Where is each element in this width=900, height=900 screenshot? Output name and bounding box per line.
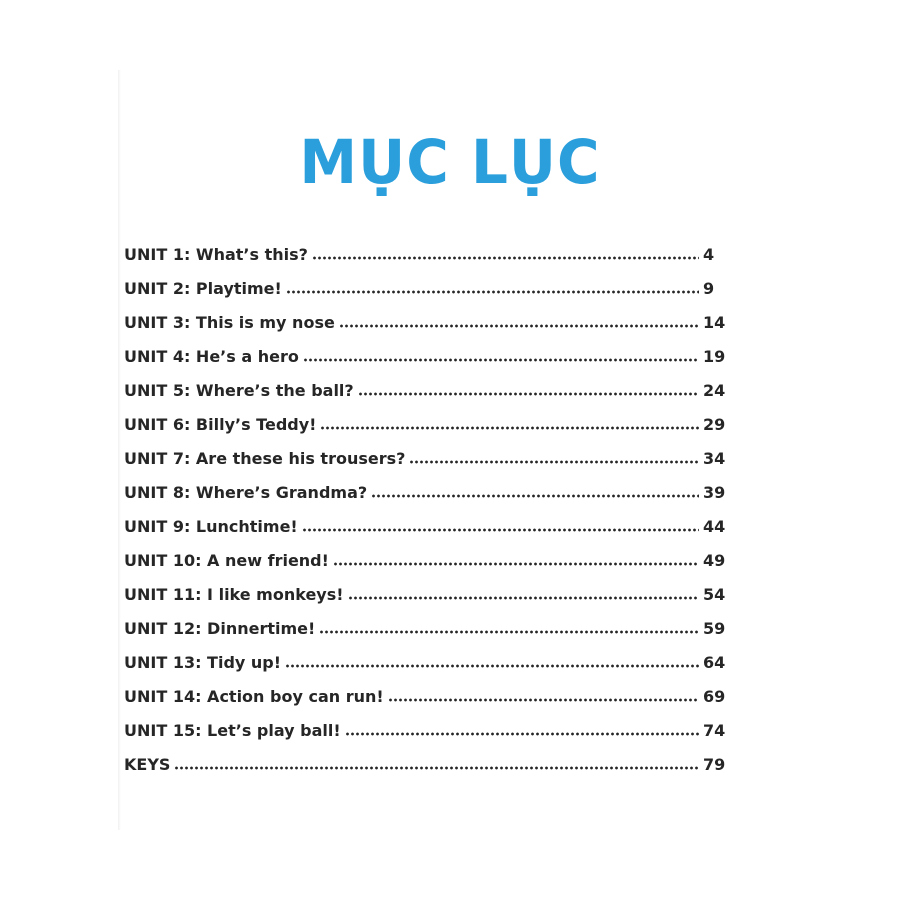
toc-entry-label: UNIT 12: Dinnertime!: [124, 619, 316, 638]
toc-entry: [124, 400, 729, 434]
toc-dot-leader: [286, 290, 699, 294]
toc-dot-leader: [348, 596, 699, 600]
toc-entry-page-number: 29: [703, 415, 726, 434]
toc-dot-leader: [174, 766, 699, 770]
toc-entry-page-number: 69: [703, 687, 726, 706]
toc-entry-label: UNIT 13: Tidy up!: [124, 653, 282, 672]
toc-entry: [124, 332, 729, 366]
toc-dot-leader: [358, 392, 699, 396]
toc-entry-label: UNIT 14: Action boy can run!: [124, 687, 384, 706]
toc-entry-label: UNIT 3: This is my nose: [124, 313, 335, 332]
toc-entry: [124, 502, 729, 536]
toc-entry-label: UNIT 11: I like monkeys!: [124, 585, 344, 604]
toc-entry: [124, 366, 729, 400]
toc-entry-page-number: 24: [703, 381, 726, 400]
toc-entry-label: UNIT 15: Let’s play ball!: [124, 721, 341, 740]
toc-entry-page-number: 39: [703, 483, 726, 502]
toc-entry-page-number: 34: [703, 449, 726, 468]
toc-dot-leader: [339, 324, 699, 328]
toc-entry-label: UNIT 5: Where’s the ball?: [124, 381, 354, 400]
toc-entry: [124, 570, 729, 604]
toc-dot-leader: [285, 664, 699, 668]
toc-dot-leader: [303, 358, 699, 362]
toc-entry-page-number: 19: [703, 347, 726, 366]
toc-entry-page-number: 49: [703, 551, 726, 570]
toc-entry-page-number: 79: [703, 755, 726, 774]
page-title: MỤC LỤC: [299, 126, 601, 198]
toc-entry-page-number: 44: [703, 517, 726, 536]
toc-dot-leader: [333, 562, 699, 566]
toc-entry-page-number: 14: [703, 313, 726, 332]
toc-entry-label: UNIT 4: He’s a hero: [124, 347, 299, 366]
toc-dot-leader: [409, 460, 699, 464]
toc-entry-page-number: 64: [703, 653, 726, 672]
toc-entry-label: UNIT 9: Lunchtime!: [124, 517, 298, 536]
toc-dot-leader: [388, 698, 699, 702]
toc-entry: [124, 740, 729, 774]
toc-dot-leader: [320, 426, 699, 430]
toc-entry-label: UNIT 6: Billy’s Teddy!: [124, 415, 317, 434]
toc-entry: [124, 604, 729, 638]
toc-entry-page-number: 54: [703, 585, 726, 604]
toc-entry-label: UNIT 10: A new friend!: [124, 551, 329, 570]
toc-entry-page-number: 74: [703, 721, 726, 740]
toc-entry-label: UNIT 1: What’s this?: [124, 245, 308, 264]
toc-entry: [124, 264, 729, 298]
toc-dot-leader: [371, 494, 699, 498]
toc-entry-page-number: 9: [703, 279, 715, 298]
toc-entry: [124, 638, 729, 672]
toc-entry: [124, 434, 729, 468]
toc-entry-label: UNIT 8: Where’s Grandma?: [124, 483, 368, 502]
toc-dot-leader: [319, 630, 699, 634]
toc-entry: [124, 298, 729, 332]
toc-entry-page-number: 59: [703, 619, 726, 638]
toc-entry-label: UNIT 2: Playtime!: [124, 279, 282, 298]
toc-entry-label: KEYS: [124, 755, 171, 774]
table-of-contents: [124, 230, 729, 774]
toc-entry: [124, 536, 729, 570]
toc-entry: [124, 468, 729, 502]
toc-dot-leader: [312, 256, 699, 260]
toc-dot-leader: [302, 528, 699, 532]
toc-entry: [124, 230, 729, 264]
toc-dot-leader: [345, 732, 699, 736]
toc-entry-page-number: 4: [703, 245, 715, 264]
toc-entry-label: UNIT 7: Are these his trousers?: [124, 449, 406, 468]
toc-entry: [124, 706, 729, 740]
toc-entry: [124, 672, 729, 706]
